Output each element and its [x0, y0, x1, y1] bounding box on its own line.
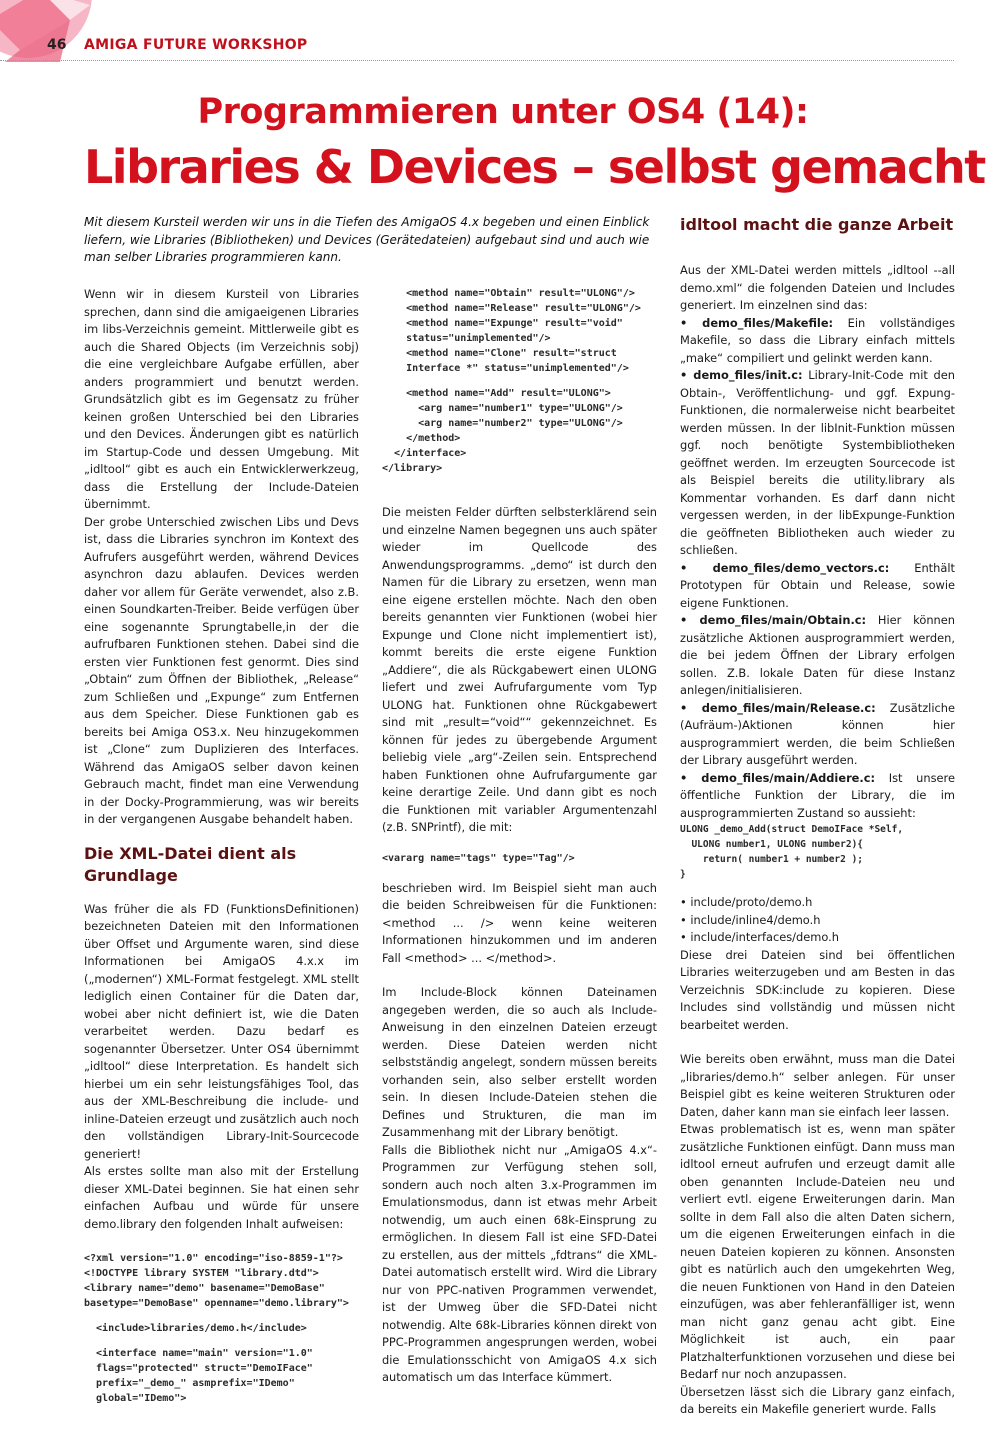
paragraph: Der grobe Unterschied zwischen Libs und Devs ist, dass die Libraries synchron im Kontext des Aufrufers ausgeführt werden, während Devices asynchron dazu ablaufen. Devices werden daher vor allem für Geräte verwendet, also z.B. einen Soundkarten-Treiber. Beide verfügen über eine sogenannte Sprungtabelle,in der die aufrufbaren Funktionen stehen. Dabei sind die ersten vier Funktionen fest genormt. Dies sind „Obtain“ zum Öffnen der Bibliothek, „Release“ zum Schließen und „Expunge“ zum Entfernen aus dem Speicher. Diese Funktionen gab es bereits bei Amiga OS3.x. Neu hinzugekommen ist „Clone“ zum Duplizieren des Interfaces. Während das AmigaOS selber davon keinen Gebrauch macht, findet man eine Verwendung in der Docky-Programmierung, was wir bereits in der vergangenen Ausgabe behandelt haben. [84, 514, 359, 826]
list-item: • demo_files/main/Obtain.c: Hier können zusätzliche Aktionen ausprogrammiert werden, die bei jedem Öffnen der Library erfolgen sollen. Z.B. lokale Daten für diese Instanz anlegen/initialisieren. [680, 613, 955, 697]
code-block: <interface name="main" version="1.0" flags="protected" struct="DemoIFace" prefix="_demo_" asmprefix="IDemo" global="IDemo"> [96, 1348, 313, 1404]
section-title: AMIGA FUTURE WORKSHOP [84, 37, 308, 53]
list-item: • include/proto/demo.h [680, 895, 813, 909]
list-item: • demo_files/demo_vectors.c: Enthält Prototypen für Obtain und Release, sowie eigene Funktionen. [680, 560, 955, 610]
paragraph: Wie bereits oben erwähnt, muss man die Datei „libraries/demo.h“ selber anlegen. Für unser Beispiel gibt es keine weiteren Strukturen oder Daten, daher kann man sie einfach leer lassen. [680, 1052, 955, 1119]
column-3 [680, 215, 956, 1419]
code-block: <vararg name="tags" type="Tag"/> [382, 852, 575, 864]
column-2 [382, 286, 657, 1387]
paragraph: beschrieben wird. Im Beispiel sieht man auch die beiden Schreibweisen für die Funktionen: <method ... /> wenn keine weiteren Informationen hinzukommen und im anderen Fall <method> ... </method>. [382, 880, 657, 965]
list-item: • demo_files/main/Release.c: Zusätzliche (Aufräum-)Aktionen können hier ausprogrammiert werden, die beim Schließen der Library ausgeführt werden. [680, 700, 955, 767]
paragraph: Was früher die als FD (FunktionsDefinitionen) bezeichneten Dateien mit den Informationen über Offset und Argumente waren, sind diese Informationen bei AmigaOS 4.x.x im („modernen“) XML-Format festgelegt. XML stellt lediglich einen Container für die Daten dar, wobei aber nicht definiert ist, wie die Daten verarbeitet werden. Dazu bedarf es sogenannter Übersetzer. Unter OS4 übernimmt „idltool“ diese Interpretation. Es handelt sich hierbei um ein sehr leistungsfähiges Tool, das aus der XML-Beschreibung die include- und inline-Dateien erzeugt und zusätzlich auch noch den vollständigen Library-Init-Sourcecode generiert! [84, 901, 359, 1161]
list-item: • demo_files/Makefile: Ein vollständiges Makefile, so dass die Library einfach mittels „make“ compiliert und gelinkt werden kann. [680, 315, 956, 365]
paragraph: Falls die Bibliothek nicht nur „AmigaOS 4.x“-Programmen zur Verfügung stehen soll, sondern auch noch alten 3.x-Programmen im Emulationsmodus, dann ist etwas mehr Arbeit notwendig, um auch einen 68k-Einsprung zu ermöglichen. In diesem Fall ist eine SFD-Datei zu erstellen, aus der mittels „fdtrans“ die XML-Datei automatisch erstellt wird. Wird die Library nur von PPC-nativen Programmen verwendet, ist der Umweg über die SFD-Datei nicht notwendig. Alte 68k-Libraries können direkt von PPC-Programmen angesprungen werden, wobei die Emulationsschicht von AmigaOS 4.x sich automatisch um das Interface kümmert. [382, 1142, 657, 1384]
section-heading: idltool macht die ganze Arbeit [680, 215, 954, 234]
list-item: • include/interfaces/demo.h [680, 930, 839, 944]
column-1 [84, 286, 359, 1406]
paragraph: Diese drei Dateien sind bei öffentlichen Libraries weiterzugeben und am Besten in das Verzeichnis SDK:include zu kopieren. Diese Includes sind vollständig und müssen nicht bearbeitet werden. [680, 947, 955, 1032]
header-divider [0, 60, 954, 61]
article-title-line2: Libraries & Devices – selbst gemacht [84, 140, 985, 194]
list-item: • demo_files/init.c: Library-Init-Code mit den Obtain-, Veröffentlichung- und ggf. Expung-Funktionen, die normalerweise nicht bearbeitet werden müssen. In der libInit-Funktion müssen ggf. noch benötigte Systembibliotheken geöffnet werden. Im erzeugten Sourcecode ist als Beispiel bereits die utility.library als Kommentar vorhanden. Es darf dann nicht vergessen werden, in der libExpunge-Funktion die geöffneten Bibliotheken auch wieder zu schließen. [680, 368, 955, 557]
paragraph: Übersetzen lässt sich die Library ganz einfach, da bereits ein Makefile generiert wurde. Falls [680, 1384, 955, 1416]
article-intro: Mit diesem Kursteil werden wir uns in die Tiefen des AmigaOS 4.x begeben und einen Einblick liefern, wie Libraries (Bibliotheken) und Devices (Gerätedateien) aufgebaut sind und auch wie man selber Libraries programmieren kann. [84, 215, 650, 264]
code-block: <?xml version="1.0" encoding="iso-8859-1"?> <!DOCTYPE library SYSTEM "library.dtd"> <library name="demo" basename="DemoBase" basetype="DemoBase" openname="demo.library"> [84, 1253, 349, 1309]
page-number: 46 [47, 37, 67, 53]
section-heading: Die XML-Datei dient als Grundlage [84, 843, 297, 885]
code-block: <method name="Add" result="ULONG"> <arg name="number1" type="ULONG"/> <arg name="number2" type="ULONG"/> </method> </interface> </library> [382, 388, 623, 474]
paragraph: Etwas problematisch ist es, wenn man später zusätzliche Funktionen einfügt. Dann muss man idltool erneut aufrufen und erzeugt damit alle oben genannten Include-Dateien neu und verliert evtl. eigene Erweiterungen darin. Man sollte in dem Fall also die alten Daten sichern, um die eigenen Erweiterungen einfach in die neuen Dateien kopieren zu können. Ansonsten gibt es natürlich auch den umgekehrten Weg, die neuen Funktionen von Hand in den Dateien einzufügen, was aber fehleranfälliger ist, wenn man nicht ganz genau acht gibt. Eine Möglichkeit ist auch, ein paar Platzhalterfunktionen vorzusehen und diese bei Bedarf nur noch anzupassen. [680, 1122, 955, 1381]
code-block: <method name="Obtain" result="ULONG"/> <method name="Release" result="ULONG"/> <method name="Expunge" result="void" status="unimplemented"/> <method name="Clone" result="struct Interface *" status="unimplemented"/> [406, 288, 641, 374]
code-block: <include>libraries/demo.h</include> [84, 1323, 307, 1334]
list-item: • demo_files/main/Addiere.c: Ist unsere öffentliche Funktion der Library, die im ausprogrammierten Zustand so aussieht: [680, 770, 955, 820]
list-item: • include/inline4/demo.h [680, 912, 821, 927]
paragraph: Die meisten Felder dürften selbsterklärend sein und einzelne Namen begegnen uns auch später wieder im Quellcode des Anwendungsprogramms. „demo“ ist durch den Namen für die Library zu ersetzen, wenn man eine eigene erstellen möchte. Nach den oben bereits genannten vier Funktionen (wobei hier Expunge und Clone nicht implementiert ist), kommt bereits die erste eigene Funktion „Addiere“, die als Rückgabewert einen ULONG liefert und zwei Aufrufargumente vom Typ ULONG hat. Funktionen ohne Rückgabewert sind mit „result=“void““ gekennzeichnet. Es können für jedes zu übergebende Argument beliebig viele „arg“-Zeilen sein. Entsprechend haben Funktionen ohne Aufrufargumente gar keine derartige Zeile. Und dann gibt es noch die Funktionen mit variabler Argumentenzahl (z.B. SNPrintf), die mit: [382, 505, 657, 834]
paragraph: Im Include-Block können Dateinamen angegeben werden, die so auch als Include-Anweisung in den einzelnen Dateien erzeugt werden. Diese Dateien werden nicht selbstständig angelegt, sondern müssen bereits vorhanden sein, also selber erstellt worden sein. In diesen Include-Dateien stehen die Defines und Strukturen, die man im Zusammenhang mit der Library benötigt. [382, 985, 657, 1139]
paragraph: Als erstes sollte man also mit der Erstellung dieser XML-Datei beginnen. Sie hat einen sehr einfachen Aufbau und würde für unsere demo.library den folgenden Inhalt aufweisen: [84, 1164, 359, 1231]
code-block: ULONG _demo_Add(struct DemoIFace *Self, ULONG number1, ULONG number2){ return( number1 + number2 ); } [680, 824, 904, 880]
paragraph: Aus der XML-Datei werden mittels „idltool --all demo.xml“ die folgenden Dateien und Includes generiert. Im einzelnen sind das: [680, 263, 955, 312]
paragraph: Wenn wir in diesem Kursteil von Libraries sprechen, dann sind die amigaeigenen Libraries im libs-Verzeichnis gemeint. Mittlerweile gibt es auch die Shared Objects (im Verzeichnis sobj) die eine vergleichbare Aufgabe erfüllen, aber anders programmiert und benutzt werden. Grundsätzlich gibt es im Gegensatz zu früher keinen großen Unterschied bei den Libraries und den Devices. Änderungen gibt es natürlich im Startup-Code und dessen Umgebung. Mit „idltool“ gibt es auch ein Entwicklerwerkzeug, dass die Erstellung der Include-Dateien übernimmt. [84, 287, 359, 511]
article-title-line1: Programmieren unter OS4 (14): [197, 92, 809, 132]
